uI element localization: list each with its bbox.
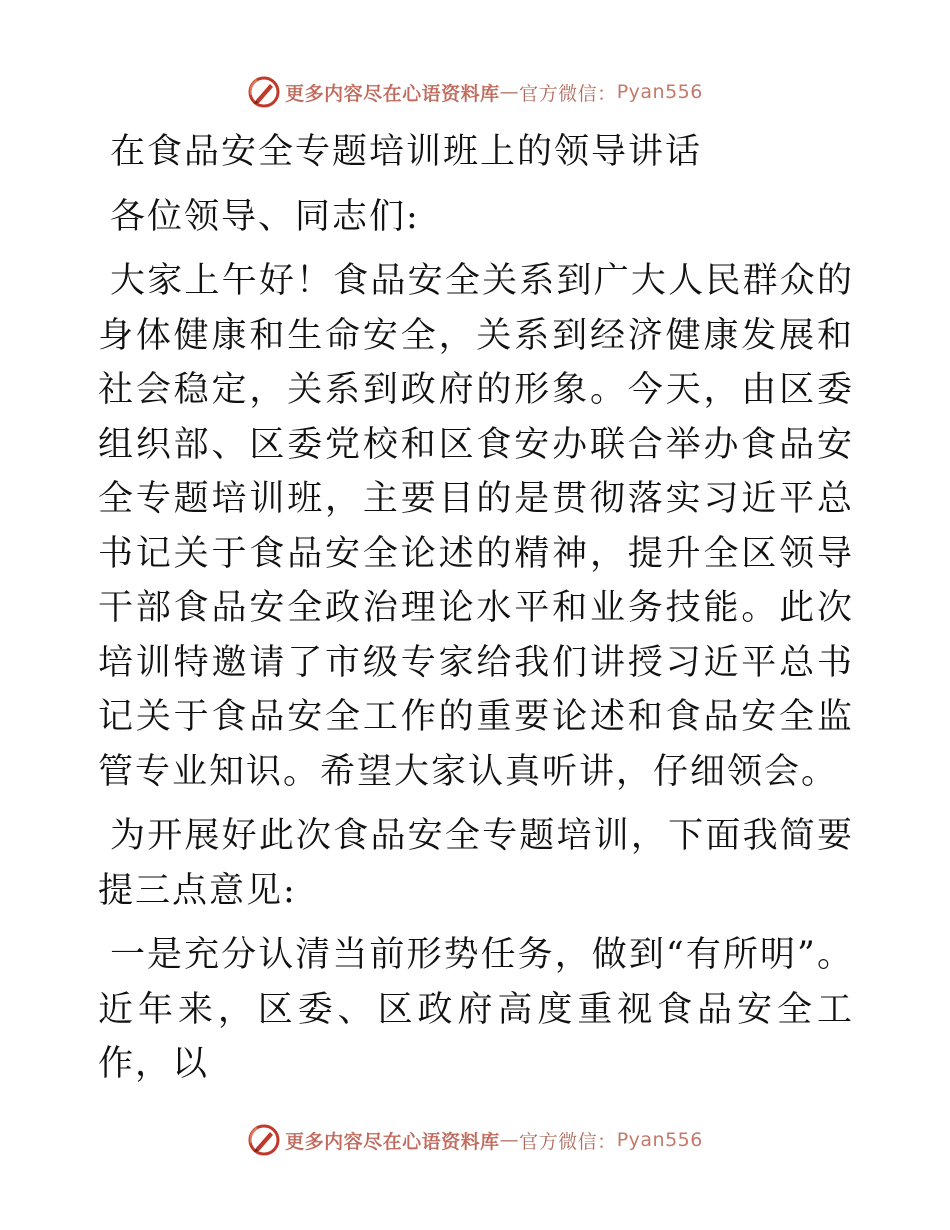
paragraph-intro-points: 为开展好此次食品安全专题培训，下面我简要提三点意见: [98,816,854,911]
document-title: 在食品安全专题培训班上的领导讲话 [110,132,703,172]
watermark-main-text: 更多内容尽在心语资料库 [285,82,500,105]
watermark-header [0,72,950,112]
watermark-wechat-id: Pyan556 [616,81,703,103]
paragraph-opening: 大家上午好！食品安全关系到广大人民群众的身体健康和生命安全，关系到经济健康发展和社会稳定，关系到政府的形象。今天，由区委组织部、区委党校和区食安办联合举办食品安全专题培训班，主要目的是贯彻落实习近平总书记关于食品安全论述的精神，提升全区领导干部食品安全政治理论水平和业务技能。此次培训特邀请了市级专家给我们讲授习近平总书记关于食品安全工作的重要论述和食品安全监管专业知识。希望大家认真听讲，仔细领会。 [98,261,854,792]
watermark-wechat-label: 官方微信： [519,82,617,105]
paragraph-point-one: 一是充分认清当前形势任务，做到“有所明”。近年来，区委、区政府高度重视食品安全工作，以 [98,935,854,1084]
watermark-wechat-id: Pyan556 [616,1129,703,1151]
pen-logo-icon [247,75,281,109]
watermark-separator: — [499,81,520,103]
watermark-main-text: 更多内容尽在心语资料库 [285,1130,500,1153]
pen-logo-icon [247,1123,281,1157]
watermark-wechat-label: 官方微信： [519,1130,617,1153]
watermark-separator: — [499,1129,520,1151]
salutation: 各位领导、同志们: [110,196,420,237]
document-body [98,125,854,1092]
watermark-footer [0,1120,950,1160]
